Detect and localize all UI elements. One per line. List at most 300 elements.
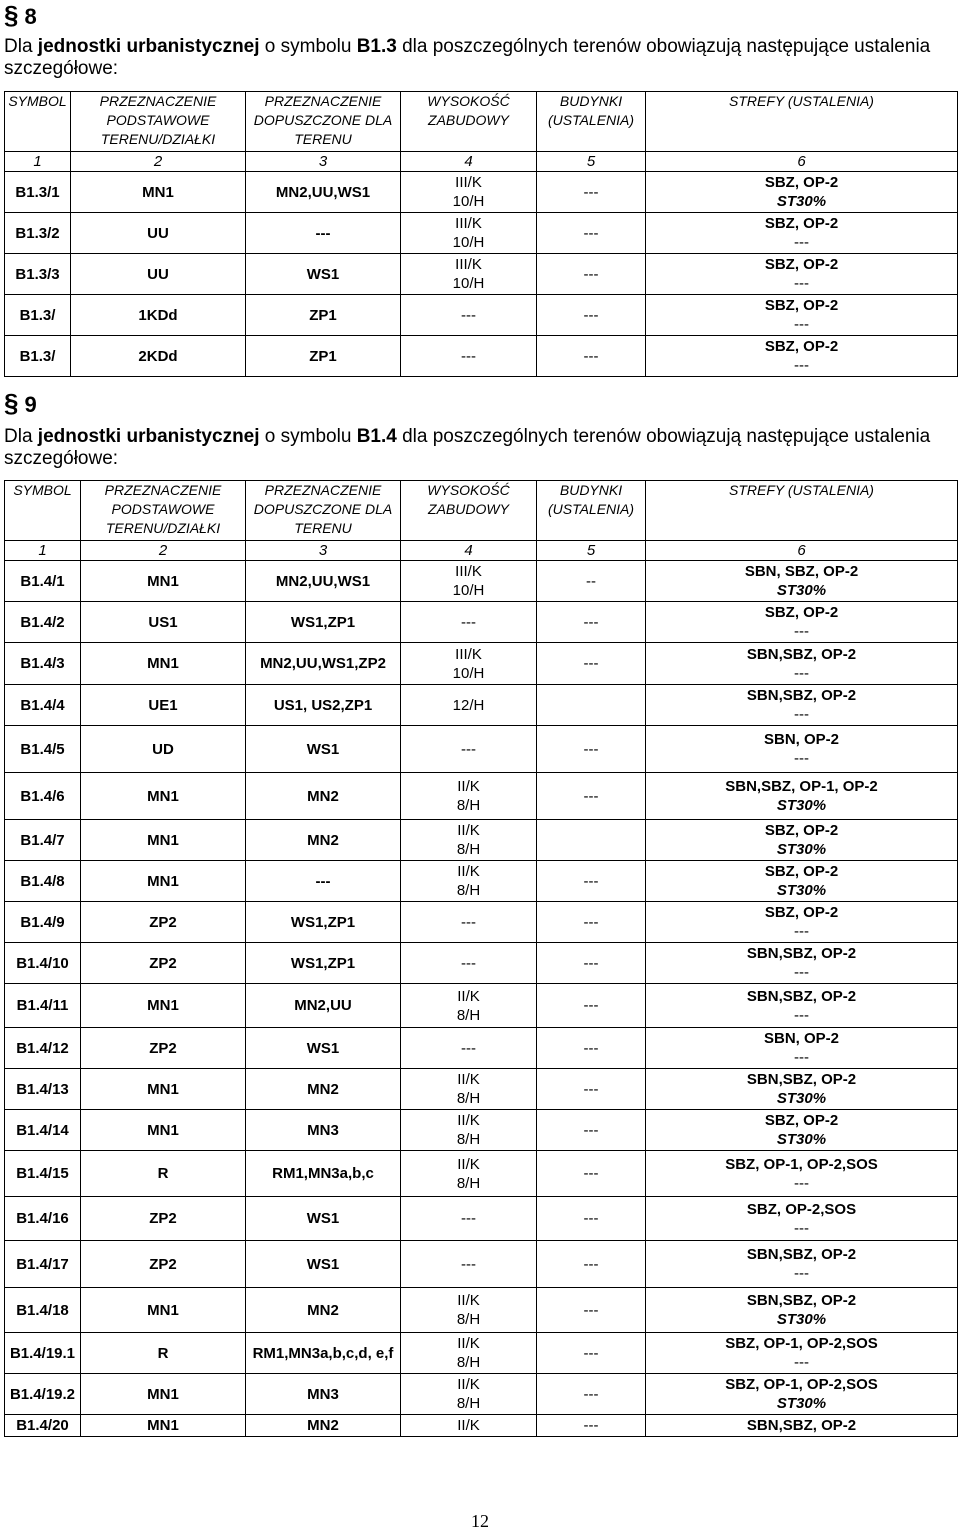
paragraph-mark: § [4,0,19,30]
permitted-use-cell: WS1,ZP1 [246,602,401,643]
symbol-cell: B1.3/2 [5,213,71,254]
column-number: 5 [537,541,646,561]
paragraph-mark: § [4,388,19,418]
section-number: 9 [24,392,37,417]
symbol-cell: B1.4/4 [5,685,81,726]
permitted-use-cell: MN2,UU,WS1 [246,172,401,213]
zones-line-1: SBN,SBZ, OP-2 [746,945,857,962]
buildings-cell: --- [537,254,646,295]
zones-line-2: --- [794,1354,809,1371]
table-row [5,1415,958,1437]
header-permitted-use: PRZEZNACZENIE DOPUSZCZONE DLA TERENU [246,92,401,152]
intro-text: Dla [4,36,38,57]
table-row [5,943,958,984]
intro-bold: jednostki urbanistycznej [37,426,260,447]
zones-cell [646,1151,958,1197]
height-cell [401,295,537,336]
height-cell [401,254,537,295]
height-cell [401,561,537,602]
zones-cell [646,1028,958,1069]
zones-line-1: SBZ, OP-2 [764,256,839,273]
zones-cell [646,1197,958,1241]
permitted-use-cell: RM1,MN3a,b,c [246,1151,401,1197]
height-line-2: 10/H [452,275,485,292]
zones-cell [646,1288,958,1333]
table-row [5,295,958,336]
zones-cell [646,902,958,943]
zones-line-2: --- [794,1219,809,1237]
height-cell [401,943,537,984]
buildings-cell: --- [537,1241,646,1288]
height-cell [401,902,537,943]
buildings-cell: --- [537,1374,646,1415]
column-number: 2 [71,152,246,172]
table-row [5,685,958,726]
zones-cell [646,685,958,726]
intro-text: dla poszczególnych terenów obowiązują następujące ustalenia szczegółowe: [4,426,931,469]
symbol-cell: B1.4/20 [5,1415,81,1437]
buildings-cell: --- [537,602,646,643]
height-cell [401,1151,537,1197]
table-row [5,1374,958,1415]
column-number: 5 [537,152,646,172]
zones-line-1: SBZ, OP-1, OP-2,SOS [725,1376,878,1393]
primary-use-cell: UU [71,254,246,295]
zones-line-1: SBZ, OP-1, OP-2,SOS [725,1155,878,1173]
zones-cell [646,1069,958,1110]
zones-line-1: SBN,SBZ, OP-2 [746,1417,857,1434]
height-line-1: II/K [457,987,480,1005]
buildings-cell: --- [537,295,646,336]
height-line-2: 10/H [452,193,485,210]
intro-symbol: B1.3 [356,36,397,57]
table-row [5,254,958,295]
table-row [5,984,958,1028]
symbol-cell: B1.4/9 [5,902,81,943]
symbol-cell: B1.4/19.2 [5,1374,81,1415]
zones-line-1: SBZ, OP-2 [764,604,839,621]
permitted-use-cell: MN3 [246,1110,401,1151]
section-9-heading [4,388,37,419]
primary-use-cell: MN1 [81,1069,246,1110]
zones-cell [646,943,958,984]
table-row [5,1028,958,1069]
buildings-cell: --- [537,1151,646,1197]
symbol-cell: B1.4/19.1 [5,1333,81,1374]
buildings-cell: --- [537,984,646,1028]
height-line-2: 8/H [456,1395,481,1412]
section-number: 8 [24,4,37,29]
buildings-cell: --- [537,902,646,943]
primary-use-cell: MN1 [81,820,246,861]
height-cell [401,1288,537,1333]
height-line-2: 8/H [456,1131,481,1148]
primary-use-cell: US1 [81,602,246,643]
permitted-use-cell: MN2,UU [246,984,401,1028]
zones-line-2: ST30% [776,841,827,858]
height-cell [401,1374,537,1415]
zones-cell [646,172,958,213]
table-row [5,172,958,213]
buildings-cell: --- [537,861,646,902]
height-line-1: III/K [455,645,482,663]
zones-line-2: --- [794,1049,809,1066]
permitted-use-cell: WS1 [246,1197,401,1241]
height-line-2: 10/H [452,582,485,599]
symbol-cell: B1.4/12 [5,1028,81,1069]
height-line-2: 10/H [452,664,485,682]
height-line-1: --- [461,347,476,365]
height-line-1: --- [461,954,476,972]
zones-line-2: --- [794,275,809,292]
height-line-1: III/K [455,256,482,273]
primary-use-cell: 2KDd [71,336,246,377]
column-number: 1 [5,541,81,561]
zones-line-2: --- [794,706,809,723]
height-line-1: --- [461,913,476,931]
height-line-1: II/K [457,1292,480,1309]
zones-line-2: ST30% [776,1131,827,1148]
permitted-use-cell: --- [246,861,401,902]
permitted-use-cell: WS1 [246,254,401,295]
header-zones: STREFY (USTALENIA) [646,481,958,541]
column-number: 2 [81,541,246,561]
table-row [5,561,958,602]
header-primary-use: PRZEZNACZENIE PODSTAWOWE TERENU/DZIAŁKI [71,92,246,152]
buildings-cell: --- [537,726,646,773]
buildings-cell: -- [537,561,646,602]
permitted-use-cell: WS1,ZP1 [246,902,401,943]
table-row [5,213,958,254]
table-row [5,820,958,861]
zones-line-2: --- [794,234,809,251]
symbol-cell: B1.4/2 [5,602,81,643]
zones-line-1: SBZ, OP-2 [764,215,839,232]
zones-cell [646,295,958,336]
zones-cell [646,336,958,377]
zones-line-2: ST30% [776,882,827,899]
zones-line-1: SBN,SBZ, OP-2 [746,687,857,704]
table-row [5,1288,958,1333]
symbol-cell: B1.4/10 [5,943,81,984]
table-row [5,602,958,643]
height-cell [401,1028,537,1069]
table-row [5,1110,958,1151]
primary-use-cell: MN1 [81,861,246,902]
height-line-1: II/K [457,778,480,795]
table-row [5,902,958,943]
permitted-use-cell: MN2 [246,1069,401,1110]
permitted-use-cell: MN3 [246,1374,401,1415]
zones-line-1: SBZ, OP-1, OP-2,SOS [725,1335,878,1352]
permitted-use-cell: MN2,UU,WS1 [246,561,401,602]
zones-line-2: --- [794,664,809,682]
primary-use-cell: MN1 [81,643,246,685]
primary-use-cell: MN1 [81,984,246,1028]
height-cell [401,643,537,685]
table-row [5,773,958,820]
zones-line-2: ST30% [776,797,827,814]
table-row [5,726,958,773]
permitted-use-cell: ZP1 [246,336,401,377]
primary-use-cell: MN1 [81,773,246,820]
buildings-cell: --- [537,773,646,820]
buildings-cell: --- [537,1415,646,1437]
header-buildings: BUDYNKI (USTALENIA) [537,92,646,152]
height-line-1: II/K [457,822,480,839]
height-line-1: --- [461,613,476,631]
zones-cell [646,602,958,643]
zones-line-1: SBN,SBZ, OP-2 [746,1071,857,1088]
zones-line-2: --- [794,357,809,374]
buildings-cell: --- [537,1333,646,1374]
symbol-cell: B1.3/ [5,295,71,336]
column-number: 3 [246,541,401,561]
zones-line-2: ST30% [776,1311,827,1328]
height-cell [401,213,537,254]
column-number: 3 [246,152,401,172]
height-line-1: --- [461,1039,476,1057]
height-line-1: III/K [455,174,482,191]
symbol-cell: B1.4/14 [5,1110,81,1151]
zones-line-2: --- [794,316,809,333]
zones-cell [646,561,958,602]
buildings-cell: --- [537,643,646,685]
table-row [5,336,958,377]
column-number: 4 [401,152,537,172]
zones-cell [646,1415,958,1437]
zones-line-2: --- [794,1006,809,1024]
zones-cell [646,1241,958,1288]
zones-line-2: ST30% [776,1395,827,1412]
buildings-cell: --- [537,172,646,213]
zones-cell [646,984,958,1028]
permitted-use-cell: MN2 [246,1288,401,1333]
intro-text: o symbolu [259,426,357,447]
zones-line-2: --- [794,923,809,940]
buildings-cell: --- [537,213,646,254]
primary-use-cell: ZP2 [81,1197,246,1241]
permitted-use-cell: WS1 [246,1241,401,1288]
height-cell [401,1333,537,1374]
height-line-2: 8/H [456,1006,481,1024]
zones-line-2: --- [794,623,809,640]
primary-use-cell: MN1 [81,1110,246,1151]
height-cell [401,336,537,377]
permitted-use-cell: --- [246,213,401,254]
permitted-use-cell: MN2 [246,820,401,861]
symbol-cell: B1.4/11 [5,984,81,1028]
primary-use-cell: UD [81,726,246,773]
buildings-cell: --- [537,943,646,984]
zones-line-1: SBZ, OP-2 [764,904,839,921]
primary-use-cell: R [81,1151,246,1197]
section-8-heading [4,0,37,31]
zones-line-1: SBN, SBZ, OP-2 [744,563,859,580]
zones-line-2: --- [794,964,809,981]
header-permitted-use: PRZEZNACZENIE DOPUSZCZONE DLA TERENU [246,481,401,541]
symbol-cell: B1.4/17 [5,1241,81,1288]
buildings-cell: --- [537,336,646,377]
symbol-cell: B1.3/ [5,336,71,377]
zones-line-2: --- [794,1174,809,1192]
symbol-cell: B1.4/6 [5,773,81,820]
height-line-1: II/K [457,1155,480,1173]
zones-line-2: ST30% [776,582,827,599]
zones-line-1: SBZ, OP-2 [764,174,839,191]
height-line-1: III/K [455,563,482,580]
zones-line-1: SBZ, OP-2 [764,297,839,314]
zones-line-2: ST30% [776,193,827,210]
zones-line-2: ST30% [776,1090,827,1107]
zones-line-1: SBN,SBZ, OP-2 [746,1246,857,1263]
table-row [5,1241,958,1288]
symbol-cell: B1.3/3 [5,254,71,295]
buildings-cell: --- [537,1028,646,1069]
symbol-cell: B1.4/15 [5,1151,81,1197]
height-line-1: --- [461,1255,476,1273]
symbol-cell: B1.4/3 [5,643,81,685]
height-line-1: II/K [457,1376,480,1393]
table-row [5,1197,958,1241]
table-row [5,1333,958,1374]
height-cell [401,1197,537,1241]
height-cell [401,861,537,902]
zones-cell [646,1374,958,1415]
column-number: 6 [646,152,958,172]
zones-line-2: --- [794,750,809,767]
height-cell [401,1110,537,1151]
symbol-cell: B1.4/7 [5,820,81,861]
symbol-cell: B1.4/16 [5,1197,81,1241]
permitted-use-cell: WS1 [246,726,401,773]
intro-text: o symbolu [259,36,357,57]
primary-use-cell: MN1 [81,1288,246,1333]
zones-line-1: SBZ, OP-2 [764,863,839,880]
height-line-2: 8/H [456,882,481,899]
height-cell [401,773,537,820]
header-height: WYSOKOŚĆ ZABUDOWY [401,481,537,541]
height-cell [401,685,537,726]
permitted-use-cell: US1, US2,ZP1 [246,685,401,726]
height-line-1: II/K [457,863,480,880]
permitted-use-cell: WS1 [246,1028,401,1069]
column-number: 6 [646,541,958,561]
column-number: 1 [5,152,71,172]
zones-line-1: SBN, OP-2 [763,1030,839,1047]
table-b1-4 [4,480,958,1437]
height-cell [401,1415,537,1437]
height-line-1: II/K [457,1417,480,1434]
header-primary-use: PRZEZNACZENIE PODSTAWOWE TERENU/DZIAŁKI [81,481,246,541]
height-cell [401,820,537,861]
symbol-cell: B1.4/8 [5,861,81,902]
zones-line-1: SBN,SBZ, OP-2 [746,987,857,1005]
symbol-cell: B1.4/5 [5,726,81,773]
permitted-use-cell: ZP1 [246,295,401,336]
height-line-2: 10/H [452,234,485,251]
buildings-cell [537,820,646,861]
primary-use-cell: MN1 [81,1374,246,1415]
header-zones: STREFY (USTALENIA) [646,92,958,152]
primary-use-cell: ZP2 [81,1241,246,1288]
symbol-cell: B1.4/1 [5,561,81,602]
permitted-use-cell: MN2 [246,773,401,820]
zones-line-1: SBN,SBZ, OP-2 [746,1292,857,1309]
height-line-1: III/K [455,215,482,232]
height-cell [401,1241,537,1288]
zones-cell [646,213,958,254]
primary-use-cell: ZP2 [81,943,246,984]
zones-line-1: SBZ, OP-2,SOS [746,1200,857,1218]
zones-line-1: SBN, OP-2 [763,731,839,748]
height-cell [401,726,537,773]
zones-line-1: SBN,SBZ, OP-1, OP-2 [725,778,878,795]
height-line-2: 8/H [456,1311,481,1328]
header-symbol: SYMBOL [5,92,71,152]
zones-line-1: SBZ, OP-2 [764,822,839,839]
zones-cell [646,773,958,820]
section-8-intro [4,36,956,80]
table-b1-3 [4,91,958,377]
page-number: 12 [471,1511,489,1531]
permitted-use-cell: MN2,UU,WS1,ZP2 [246,643,401,685]
primary-use-cell: R [81,1333,246,1374]
zones-cell [646,726,958,773]
height-cell [401,602,537,643]
zones-cell [646,1110,958,1151]
height-line-2: 8/H [456,1354,481,1371]
height-line-2: 8/H [456,797,481,814]
primary-use-cell: 1KDd [71,295,246,336]
zones-cell [646,254,958,295]
symbol-cell: B1.3/1 [5,172,71,213]
primary-use-cell: MN1 [71,172,246,213]
height-line-1: --- [461,306,476,324]
zones-cell [646,861,958,902]
buildings-cell: --- [537,1069,646,1110]
column-number: 4 [401,541,537,561]
height-cell [401,1069,537,1110]
intro-text: dla poszczególnych terenów obowiązują następujące ustalenia szczegółowe: [4,36,931,79]
height-line-1: II/K [457,1112,480,1129]
zones-cell [646,820,958,861]
primary-use-cell: ZP2 [81,902,246,943]
zones-line-1: SBN,SBZ, OP-2 [746,645,857,663]
height-line-1: II/K [457,1335,480,1352]
zones-line-1: SBZ, OP-2 [764,338,839,355]
zones-cell [646,1333,958,1374]
symbol-cell: B1.4/13 [5,1069,81,1110]
table-row [5,1151,958,1197]
zones-line-2: --- [794,1265,809,1282]
intro-text: Dla [4,426,38,447]
height-cell [401,984,537,1028]
table-row [5,1069,958,1110]
zones-cell [646,643,958,685]
height-line-2: 8/H [456,841,481,858]
symbol-cell: B1.4/18 [5,1288,81,1333]
intro-symbol: B1.4 [356,426,397,447]
header-symbol: SYMBOL [5,481,81,541]
header-buildings: BUDYNKI (USTALENIA) [537,481,646,541]
buildings-cell [537,685,646,726]
primary-use-cell: MN1 [81,1415,246,1437]
buildings-cell: --- [537,1110,646,1151]
height-line-2: 8/H [456,1174,481,1192]
height-line-1: 12/H [452,696,485,714]
primary-use-cell: UE1 [81,685,246,726]
